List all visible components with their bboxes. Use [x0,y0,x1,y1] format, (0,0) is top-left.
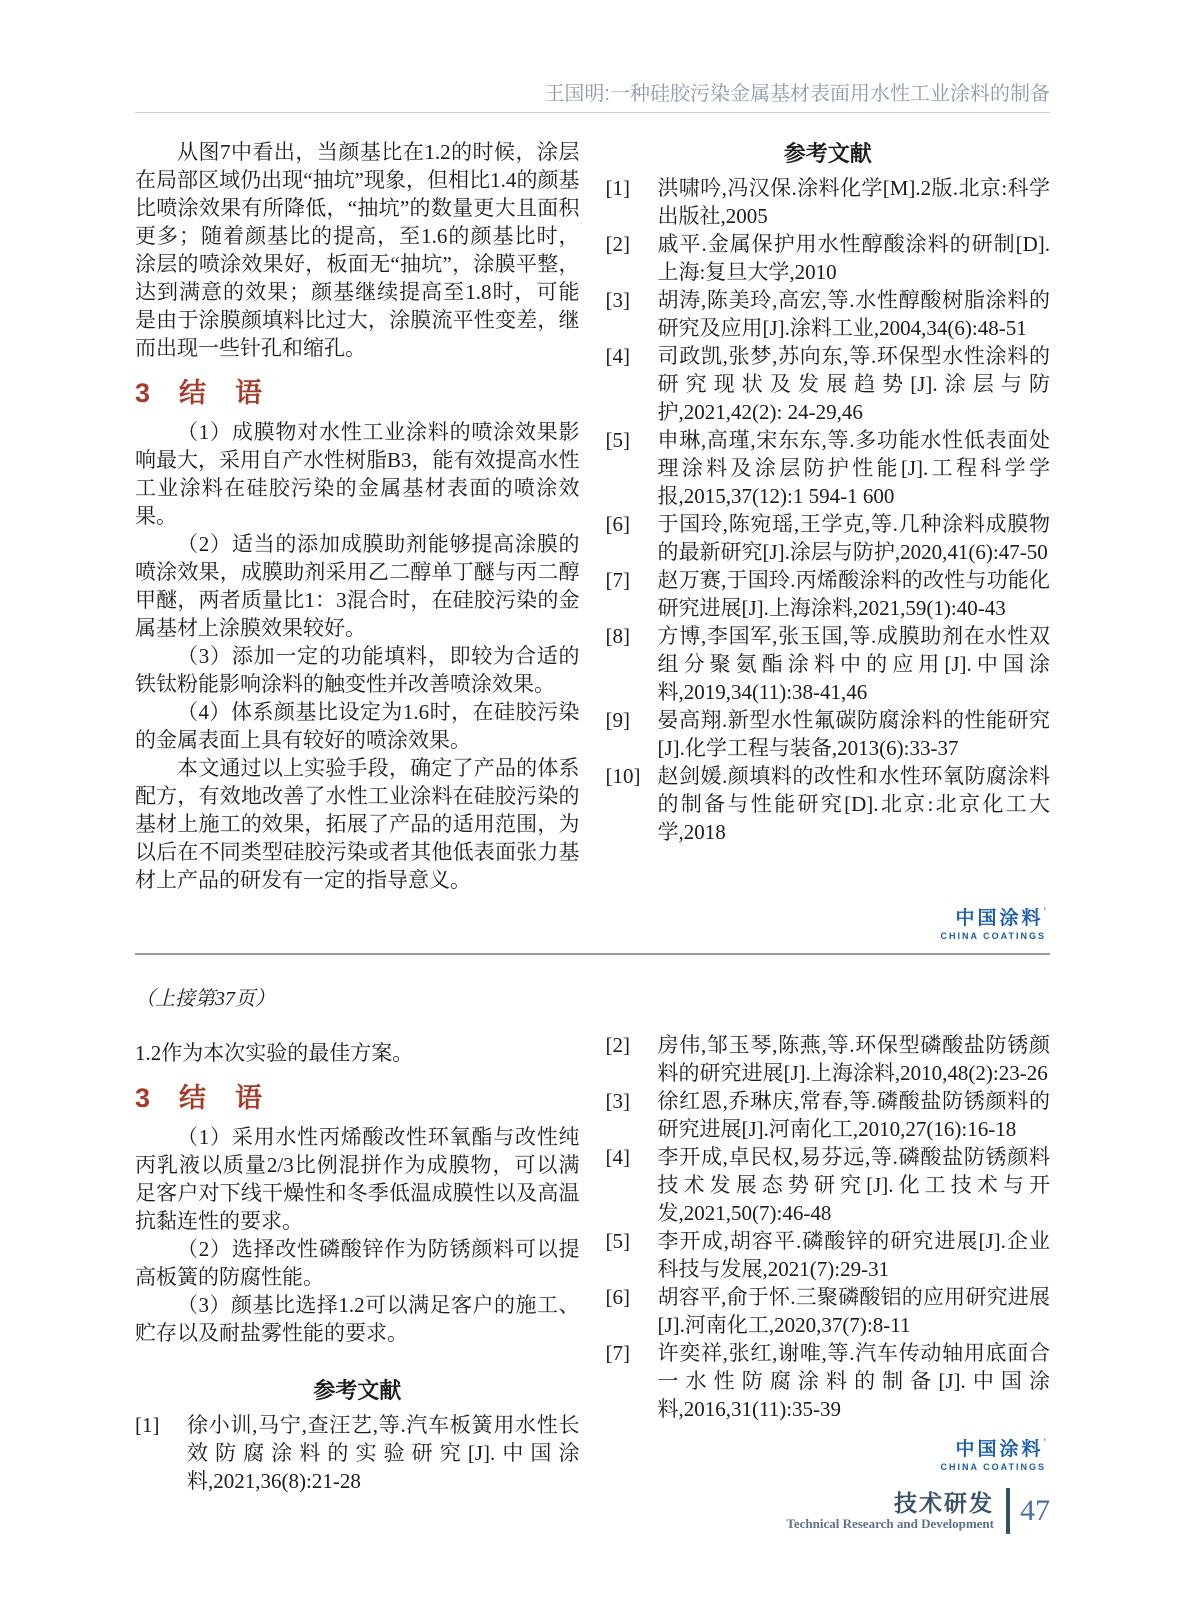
reference-entry [135,1411,580,1495]
lower-left-column [135,985,580,1495]
conclusion-item-1: （1）采用水性丙烯酸改性环氧酯与改性纯丙乳液以质量2/3比例混拼作为成膜物，可以满足客户对下线干燥性和冬季低温成膜性以及高温抗黏连性的要求。 [135,1125,580,1233]
logo-en-text: CHINA COATINGS [940,930,1046,941]
reference-number: [3] [605,1089,630,1113]
lower-right-column [606,985,1051,1495]
reference-number: [3] [605,288,630,312]
reference-entry [606,1283,1051,1339]
reference-number: [1] [605,176,630,200]
logo-trademark-icon: ’ [1043,1437,1046,1449]
footer-section-cn: 技术研发 [894,1490,994,1517]
reference-text: 许奕祥,张红,谢唯,等.汽车传动轴用底面合一水性防腐涂料的制备[J].中国涂料,2016,31(11):35-39 [657,1341,1050,1421]
footer-section-en: Technical Research and Development [786,1515,994,1531]
reference-entry [606,426,1051,510]
reference-entry [606,1339,1051,1423]
reference-number: [6] [605,1285,630,1309]
references-list [606,1031,1051,1423]
conclusion-item-1: （1）成膜物对水性工业涂料的喷涂效果影响最大，采用自产水性树脂B3，能有效提高水性工业涂料在硅胶污染的金属基材表面的喷涂效果。 [135,420,580,528]
upper-right-column [606,138,1051,942]
reference-number: [4] [605,344,630,368]
running-head: 王国明:一种硅胶污染金属基材表面用水性工业涂料的制备 [544,83,1050,105]
reference-text: 李开成,胡容平.磷酸锌的研究进展[J].企业科技与发展,2021(7):29-31 [657,1229,1050,1281]
body-paragraph: 从图7中看出，当颜基比在1.2的时候，涂层在局部区域仍出现“抽坑”现象，但相比1.4的颜基比喷涂效果有所降低，“抽坑”的数量更大且面积更多；随着颜基比的提高，至1.6的颜基比时，涂层的喷涂效果好，板面无“抽坑”，涂膜平整，达到满意的效果；颜基继续提高至1.8时，可能是由于涂膜颜填料比过大，涂膜流平性变差，继而出现一些针孔和缩孔。 [135,140,580,360]
references-list [135,1411,580,1495]
reference-number: [10] [605,764,641,788]
reference-text: 方博,李国军,张玉国,等.成膜助剂在水性双组分聚氨酯涂料中的应用[J].中国涂料,2019,34(11):38-41,46 [657,624,1050,704]
reference-text: 司政凯,张梦,苏向东,等.环保型水性涂料的研究现状及发展趋势[J].涂层与防护,2021,42(2): 24-29,46 [657,344,1050,424]
reference-text: 申琳,高瑾,宋东东,等.多功能水性低表面处理涂料及涂层防护性能[J].工程科学学报,2015,37(12):1 594-1 600 [657,428,1050,508]
section-heading-conclusion: 3 结 语 [135,1083,264,1113]
reference-text: 洪啸吟,冯汉保.涂料化学[M].2版.北京:科学出版社,2005 [657,176,1050,228]
page-number: 47 [1020,1494,1050,1527]
reference-text: 于国玲,陈宛瑶,王学克,等.几种涂料成膜物的最新研究[J].涂层与防护,2020,41(6):47-50 [657,512,1050,564]
china-coatings-logo [606,906,1047,942]
reference-entry [606,762,1051,846]
reference-entry [606,1087,1051,1143]
reference-text: 赵剑媛.颜填料的改性和水性环氧防腐涂料的制备与性能研究[D].北京:北京化工大学,2018 [657,764,1050,844]
logo-trademark-icon: ’ [1043,906,1046,918]
closing-paragraph: 本文通过以上实验手段，确定了产品的体系配方，有效地改善了水性工业涂料在硅胶污染的基材上施工的效果，拓展了产品的适用范围，为以后在不同类型硅胶污染或者其他低表面张力基材上产品的研发有一定的指导意义。 [135,756,580,892]
reference-number: [8] [605,624,630,648]
logo-cn-text: 中国涂料 [955,908,1044,929]
reference-entry [606,510,1051,566]
reference-number: [1] [135,1413,160,1437]
reference-entry [606,706,1051,762]
logo-cn-text: 中国涂料 [955,1439,1044,1460]
references-heading: 参考文献 [313,1378,402,1403]
reference-text: 徐红恩,乔琳庆,常春,等.磷酸盐防锈颜料的研究进展[J].河南化工,2010,27(16):16-18 [657,1089,1050,1141]
reference-text: 胡容平,俞于怀.三聚磷酸铝的应用研究进展[J].河南化工,2020,37(7):8-11 [657,1285,1050,1337]
footer-divider-bar [1006,1488,1010,1534]
body-paragraph: 1.2作为本次实验的最佳方案。 [135,1041,414,1065]
conclusion-item-3: （3）添加一定的功能填料，即较为合适的铁钛粉能影响涂料的触变性并改善喷涂效果。 [135,644,580,696]
reference-entry [606,174,1051,230]
conclusion-item-2: （2）选择改性磷酸锌作为防锈颜料可以提高板簧的防腐性能。 [135,1237,580,1289]
references-heading: 参考文献 [783,141,872,166]
article-divider [135,953,1050,955]
reference-text: 晏高翔.新型水性氟碳防腐涂料的性能研究[J].化学工程与装备,2013(6):33-37 [657,708,1050,760]
section-heading-conclusion: 3 结 语 [135,378,264,408]
upper-left-column [135,138,580,942]
reference-number: [2] [605,232,630,256]
reference-number: [6] [605,512,630,536]
reference-entry [606,622,1051,706]
reference-number: [5] [605,1229,630,1253]
reference-number: [7] [605,1341,630,1365]
reference-number: [5] [605,428,630,452]
reference-text: 房伟,邹玉琴,陈燕,等.环保型磷酸盐防锈颜料的研究进展[J].上海涂料,2010,48(2):23-26 [657,1033,1050,1085]
reference-number: [7] [605,568,630,592]
reference-entry [606,230,1051,286]
upper-article [135,138,1050,942]
reference-entry [606,1031,1051,1087]
reference-text: 赵万赛,于国玲.丙烯酸涂料的改性与功能化研究进展[J].上海涂料,2021,59(1):40-43 [657,568,1050,620]
logo-en-text: CHINA COATINGS [940,1461,1046,1472]
reference-text: 李开成,卓民权,易芬远,等.磷酸盐防锈颜料技术发展态势研究[J].化工技术与开发,2021,50(7):46-48 [657,1145,1050,1225]
lower-article [135,985,1050,1495]
reference-entry [606,342,1051,426]
conclusion-item-2: （2）适当的添加成膜助剂能够提高涂膜的喷涂效果，成膜助剂采用乙二醇单丁醚与丙二醇甲醚，两者质量比1：3混合时，在硅胶污染的金属基材上涂膜效果较好。 [135,532,580,640]
footer-section-labels [786,1490,994,1531]
reference-number: [9] [605,708,630,732]
reference-text: 戚平.金属保护用水性醇酸涂料的研制[D].上海:复旦大学,2010 [657,232,1050,284]
continuation-note: （上接第37页） [135,988,275,1010]
page-footer [786,1488,1050,1534]
reference-number: [4] [605,1145,630,1169]
reference-entry [606,1227,1051,1283]
reference-entry [606,286,1051,342]
reference-text: 徐小训,马宁,查汪艺,等.汽车板簧用水性长效防腐涂料的实验研究[J].中国涂料,2021,36(8):21-28 [187,1413,580,1493]
header-rule [135,112,1050,113]
reference-entry [606,566,1051,622]
conclusion-item-3: （3）颜基比选择1.2可以满足客户的施工、贮存以及耐盐雾性能的要求。 [135,1293,580,1345]
reference-number: [2] [605,1033,630,1057]
reference-text: 胡涛,陈美玲,高宏,等.水性醇酸树脂涂料的研究及应用[J].涂料工业,2004,34(6):48-51 [657,288,1050,340]
references-list [606,174,1051,846]
reference-entry [606,1143,1051,1227]
china-coatings-logo [606,1437,1047,1473]
conclusion-item-4: （4）体系颜基比设定为1.6时，在硅胶污染的金属表面上具有较好的喷涂效果。 [135,700,580,752]
